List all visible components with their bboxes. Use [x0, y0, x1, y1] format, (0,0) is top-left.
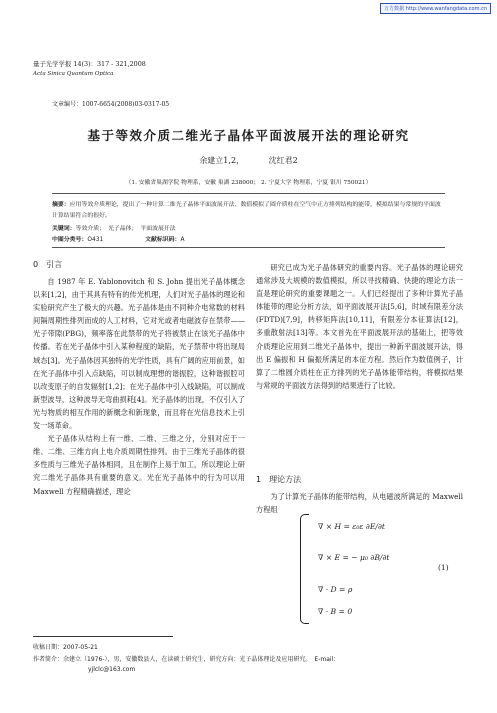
abstract: [52, 200, 445, 221]
right-column-lower: [256, 490, 463, 516]
section-0-heading: 0 引言: [33, 260, 63, 269]
equation-number: (1): [438, 563, 449, 572]
author-bio: 作者简介：余建立（1976-），男，安徽数县人，在读硕士研究生，研究方向：光子晶体理论及应用研究。 E-mail：: [33, 656, 340, 663]
journal-citation: 量子光学学报 14(3)：317 - 321,2008: [33, 60, 146, 68]
paragraph: 光子晶体从结构上有一维、二维、三维之分，分别对应于一维、二维、三维方向上电介质周期性排列。由于三维光子晶体的很多性质与三维光子晶体相同，且在制作上易于加工，所以理论上研究二维光子晶体具有重要的意义。光在光子晶体中的行为可以用 Maxwell 方程精确描述，理论: [33, 434, 245, 496]
classification-value: O431: [87, 237, 104, 243]
journal-header: [33, 59, 146, 79]
keywords-text: 等效介质； 光子晶体； 平面波展开法: [75, 226, 176, 232]
affiliation: （1. 安徽省巢湖学院 物理系，安徽 巢湖 238000； 2. 宁夏大学 物理系，宁夏 银川 750021）: [125, 180, 372, 186]
abstract-text: 应用等效介质理论，提出了一种计算二维光子晶体平面波展开法、数值模拟了圆介质柱在空气中正方排列结构的能带，模拟结果与常规的平面波计算结果符合的很好。: [52, 202, 441, 219]
equation-line: ∇ · B = 0: [318, 607, 353, 616]
section-1-heading: 1 理论方法: [256, 475, 302, 484]
author-email: yjlclc@163.com: [88, 666, 136, 673]
abstract-bottom-rule: [52, 247, 445, 248]
received-date: 收稿日期：2007-05-21: [33, 644, 98, 651]
right-column: [256, 261, 463, 392]
equation-brace: [300, 514, 309, 624]
footnote-rule: [33, 636, 173, 637]
watermark-stamp: 万方数据 http://www.wanfangdata.com.cn: [380, 3, 491, 14]
paper-title: 基于等效介质二维光子晶体平面波展开法的理论研究: [87, 128, 410, 143]
equation-line: ∇ × H = ε₀ε ∂E/∂t: [318, 522, 385, 531]
journal-english-name: Acta Sinica Quantum Optica: [33, 71, 114, 77]
author-1: 余建立1,2，: [199, 156, 245, 165]
article-number: 文章编号：1007-6654(2008)03-0317-05: [52, 101, 170, 108]
equation-line: ∇ · D = ρ: [318, 585, 353, 594]
paragraph: 为了计算光子晶体的能带结构，从电磁波所满足的 Maxwell 方程组: [256, 492, 463, 515]
authors: [0, 155, 497, 166]
classification: [52, 234, 184, 243]
classification-label: 中图分类号：: [52, 237, 88, 243]
left-column: [33, 275, 245, 498]
keywords-label: 关键词：: [52, 226, 76, 232]
paragraph: 研究已成为光子晶体研究的重要内容。光子晶体的理论研究通常涉及大规模的数值模拟，所以寻找精确、快捷的理论方法一直是理论研究的重要课题之一。人们已经提出了多种计算光子晶体能带的理论分析方法，如平面波展开法[5,6]，时域有限差分法(FDTD)[7,9]，转移矩阵法[10,11]，有限差分本征算法[12]，多重散射法[13]等。本文首先在平面波展开法的基础上，把等效介质理论应用到二维光子晶体中，提出一种新平面波展开法，得出 E 偏振和 H 偏振所满足的本征方程。然后作为数值例子，计算了二维圆介质柱在正方排列的光子晶体能带结构，将模拟结果与常规的平面波方法得到的结果进行了比较。: [256, 263, 463, 390]
equation-line: ∇ × E = − μ₀ ∂B/∂t: [318, 553, 390, 562]
paragraph: 自 1987 年 E. Yablonovitch 和 S. John 提出光子晶体概念以来[1,2]，由于其具有特有的传光机理，人们对光子晶体的理论和实验研究产生了极大的兴趣。光子晶体是由不同种介电常数的材料间隔周期性排列而成的人工材料，它对光或者电磁波存在禁带——光子带隙(PBG)，频率落在此禁带的光子将被禁止在该光子晶体中传播。若在光子晶体中引入某种程度的缺陷，光子禁带中将出现局域态[3]。光子晶体因其独特的光学性质，具有广阔的应用前景，如在光子晶体中引入点缺陷，可以制成理想的谐振腔，这种谐振腔可以改变原子的自发辐射[1,2]；在光子晶体中引入线缺陷，可以制成新型波导，这种波导无弯曲损耗[4]。光子晶体的出现，不仅引入了光与物质的相互作用的新概念和新现象，而且将在光信息技术上引发一场革命。: [33, 277, 245, 431]
author-2: 沈红君2: [268, 156, 298, 165]
abstract-top-rule: [52, 193, 445, 194]
doc-code-label: 文献标识码：: [145, 237, 181, 243]
keywords: [52, 223, 176, 232]
doc-code-value: A: [180, 237, 185, 243]
abstract-label: 摘要：: [52, 202, 70, 208]
